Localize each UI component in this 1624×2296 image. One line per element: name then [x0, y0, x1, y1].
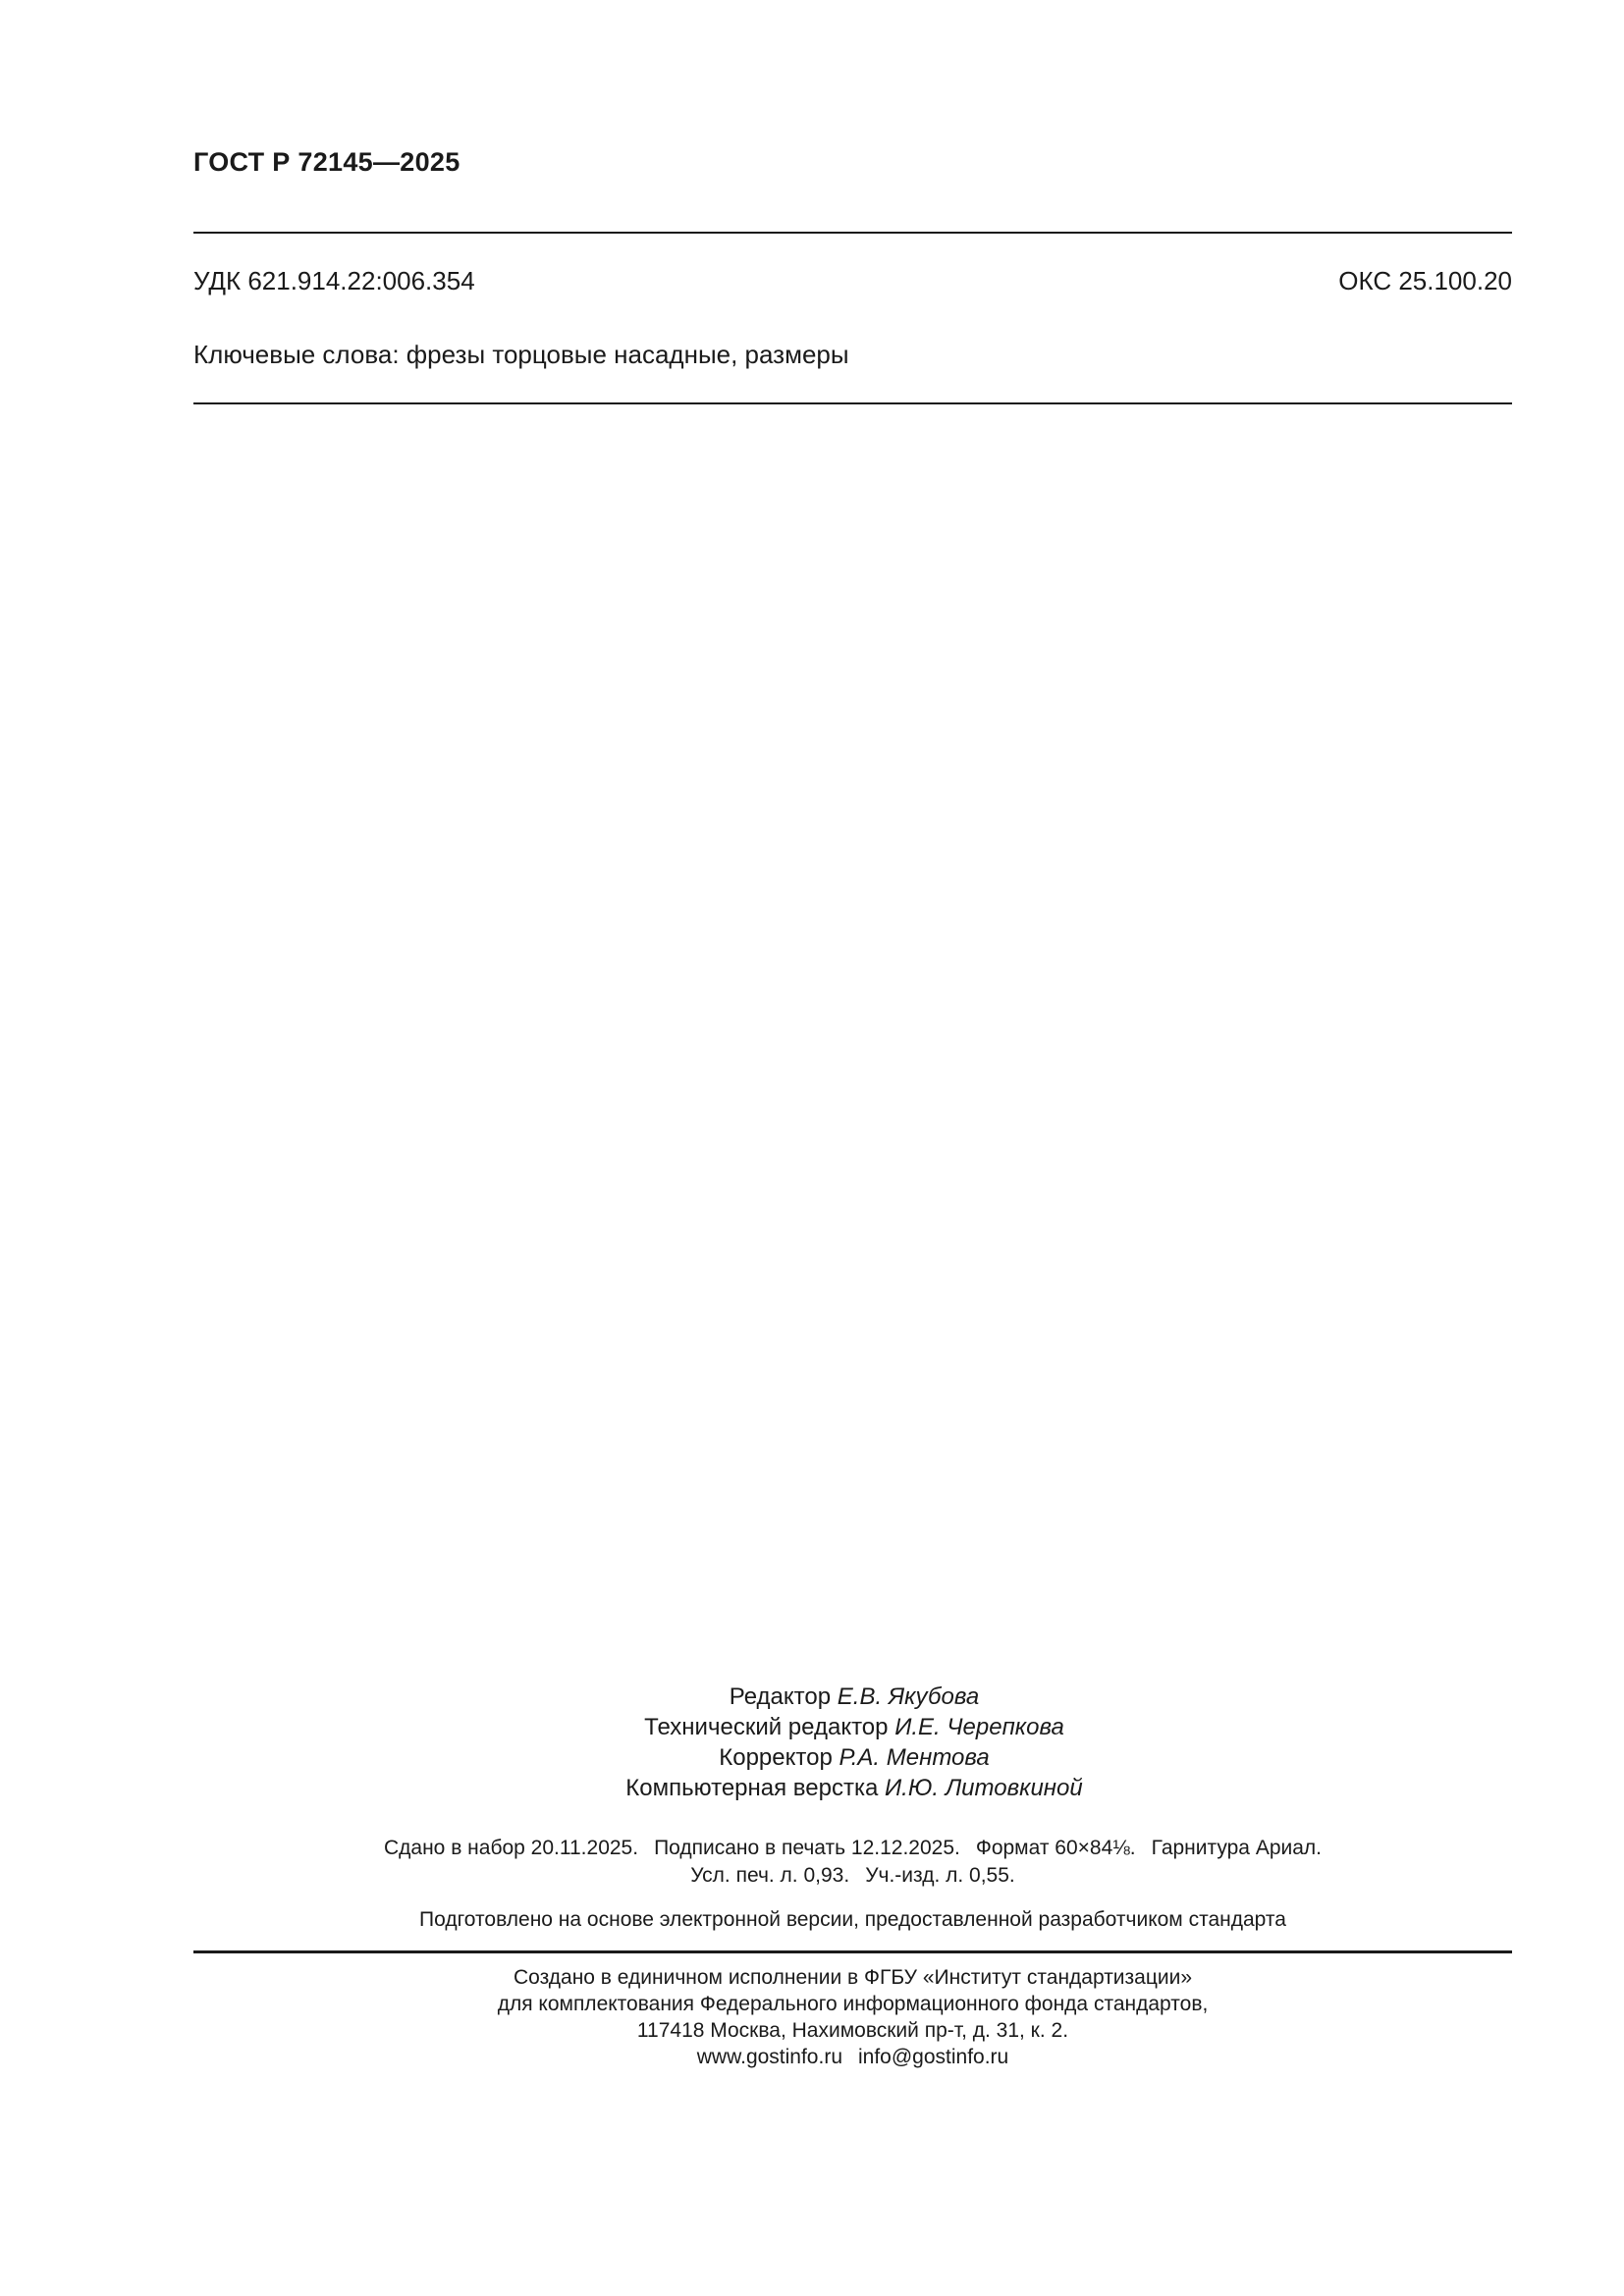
print-info-line-1 [193, 1835, 1512, 1862]
credit-role: Технический редактор [644, 1714, 889, 1740]
keywords-line: Ключевые слова: фрезы торцовые насадные, размеры [193, 340, 849, 369]
credit-role: Компьютерная верстка [625, 1775, 879, 1801]
credits-block [432, 1682, 1276, 1803]
credit-role: Корректор [719, 1744, 833, 1771]
signed-date: Подписано в печать 12.12.2025. [654, 1837, 960, 1859]
email-link[interactable]: info@gostinfo.ru [858, 2046, 1009, 2068]
publisher-line-1: Создано в единичном исполнении в ФГБУ «Институт стандартизации» [513, 1966, 1193, 1989]
credit-person: Е.В. Якубова [837, 1683, 980, 1710]
publisher-address: 117418 Москва, Нахимовский пр-т, д. 31, к. 2. [636, 2019, 1069, 2042]
keywords-divider [193, 402, 1512, 404]
credit-technical-editor [432, 1712, 1276, 1742]
print-sheets: Усл. печ. л. 0,93. [690, 1864, 850, 1887]
publisher-contacts [193, 2044, 1512, 2070]
top-divider [193, 232, 1512, 234]
udc-code: УДК 621.914.22:006.354 [193, 266, 475, 295]
typeface: Гарнитура Ариал. [1151, 1837, 1322, 1859]
prepared-note: Подготовлено на основе электронной версии, предоставленной разработчиком стандарта [419, 1908, 1286, 1931]
credit-proofreader [432, 1742, 1276, 1773]
publisher-line-2: для комплектования Федерального информационного фонда стандартов, [497, 1993, 1209, 2015]
credit-person: И.Е. Черепкова [894, 1714, 1064, 1740]
print-info-line-2 [193, 1862, 1512, 1890]
print-info-block [193, 1835, 1512, 1890]
typeset-date: Сдано в набор 20.11.2025. [383, 1837, 639, 1859]
website-link[interactable]: www.gostinfo.ru [696, 2046, 842, 2068]
publisher-divider [193, 1950, 1512, 1953]
credit-role: Редактор [729, 1683, 832, 1710]
paper-format: Формат 60×84⅛. [975, 1837, 1136, 1859]
classification-row [193, 266, 1512, 296]
oks-code: ОКС 25.100.20 [1338, 266, 1512, 295]
standard-number: ГОСТ Р 72145—2025 [193, 147, 460, 177]
credit-editor [432, 1682, 1276, 1712]
credit-person: И.Ю. Литовкиной [885, 1775, 1083, 1801]
publisher-sheets: Уч.-изд. л. 0,55. [865, 1864, 1015, 1887]
publisher-block [193, 1964, 1512, 2070]
credit-layout [432, 1773, 1276, 1803]
credit-person: Р.А. Ментова [839, 1744, 990, 1771]
